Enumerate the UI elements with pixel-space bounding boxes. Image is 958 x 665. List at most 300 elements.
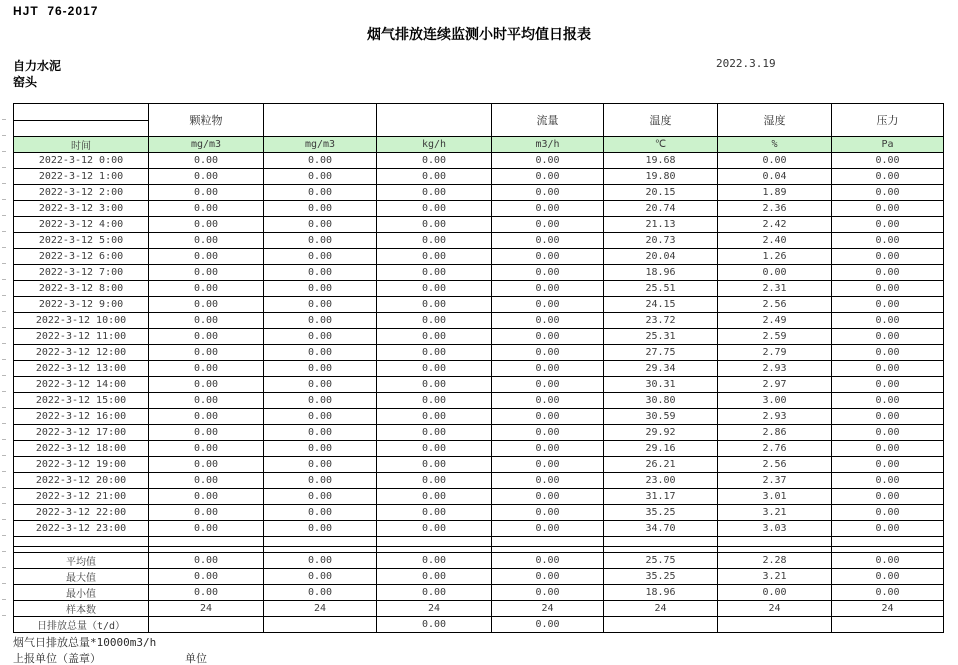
value-cell: 0.00 bbox=[264, 233, 377, 249]
value-cell: 25.31 bbox=[604, 329, 718, 345]
value-cell: 0.00 bbox=[718, 153, 832, 169]
value-cell: 0.00 bbox=[832, 217, 944, 233]
value-cell: 0.00 bbox=[264, 457, 377, 473]
summary-value-cell: 0.00 bbox=[264, 585, 377, 601]
value-cell: 20.04 bbox=[604, 249, 718, 265]
pollutant-header-row bbox=[14, 104, 944, 137]
value-cell: 0.00 bbox=[832, 489, 944, 505]
value-cell: 0.00 bbox=[832, 457, 944, 473]
value-cell: 0.00 bbox=[264, 169, 377, 185]
value-cell: 0.00 bbox=[832, 473, 944, 489]
summary-value-cell: 0.00 bbox=[377, 585, 492, 601]
table-row bbox=[14, 281, 944, 297]
value-cell: 29.16 bbox=[604, 441, 718, 457]
value-cell: 0.00 bbox=[149, 521, 264, 537]
group-header-flow: 流量 bbox=[492, 104, 604, 137]
value-cell: 2.49 bbox=[718, 313, 832, 329]
value-cell: 0.00 bbox=[832, 377, 944, 393]
value-cell: 0.00 bbox=[149, 153, 264, 169]
summary-row bbox=[14, 585, 944, 601]
summary-value-cell: 24 bbox=[718, 601, 832, 617]
value-cell: 0.00 bbox=[264, 153, 377, 169]
value-cell: 0.00 bbox=[377, 249, 492, 265]
spacer-body bbox=[14, 537, 944, 553]
table-row bbox=[14, 249, 944, 265]
value-cell: 23.00 bbox=[604, 473, 718, 489]
value-cell: 0.00 bbox=[377, 393, 492, 409]
header-corner-bottom bbox=[14, 121, 148, 136]
value-cell: 24.15 bbox=[604, 297, 718, 313]
value-cell: 2.86 bbox=[718, 425, 832, 441]
value-cell: 0.00 bbox=[492, 393, 604, 409]
value-cell: 0.00 bbox=[149, 361, 264, 377]
table-row bbox=[14, 185, 944, 201]
value-cell: 0.00 bbox=[264, 313, 377, 329]
summary-value-cell: 0.00 bbox=[149, 585, 264, 601]
value-cell: 0.00 bbox=[377, 201, 492, 217]
value-cell: 0.00 bbox=[149, 345, 264, 361]
value-cell: 19.68 bbox=[604, 153, 718, 169]
summary-row bbox=[14, 553, 944, 569]
value-cell: 0.00 bbox=[149, 393, 264, 409]
time-cell: 2022-3-12 23:00 bbox=[14, 521, 149, 537]
value-cell: 0.00 bbox=[492, 361, 604, 377]
unit-cell: ℃ bbox=[604, 137, 718, 153]
value-cell: 0.00 bbox=[377, 425, 492, 441]
value-cell: 0.00 bbox=[377, 153, 492, 169]
value-cell: 0.00 bbox=[377, 505, 492, 521]
table-row bbox=[14, 297, 944, 313]
value-cell: 21.13 bbox=[604, 217, 718, 233]
summary-value-cell: 25.75 bbox=[604, 553, 718, 569]
summary-label-cell: 最大值 bbox=[14, 569, 149, 585]
time-cell: 2022-3-12 8:00 bbox=[14, 281, 149, 297]
value-cell: 0.00 bbox=[264, 265, 377, 281]
value-cell: 0.00 bbox=[149, 169, 264, 185]
value-cell: 0.04 bbox=[718, 169, 832, 185]
value-cell: 0.00 bbox=[264, 425, 377, 441]
summary-body bbox=[14, 553, 944, 633]
table-row bbox=[14, 425, 944, 441]
time-cell: 2022-3-12 3:00 bbox=[14, 201, 149, 217]
empty-cell bbox=[718, 537, 832, 547]
value-cell: 0.00 bbox=[264, 361, 377, 377]
value-cell: 0.00 bbox=[492, 313, 604, 329]
value-cell: 2.97 bbox=[718, 377, 832, 393]
monitoring-table bbox=[13, 103, 944, 633]
table-row bbox=[14, 473, 944, 489]
unit-cell: Pa bbox=[832, 137, 944, 153]
value-cell: 0.00 bbox=[492, 201, 604, 217]
summary-value-cell bbox=[832, 617, 944, 633]
value-cell: 0.00 bbox=[492, 505, 604, 521]
value-cell: 0.00 bbox=[149, 409, 264, 425]
value-cell: 0.00 bbox=[149, 473, 264, 489]
company-name: 自力水泥 bbox=[13, 59, 62, 73]
summary-value-cell bbox=[718, 617, 832, 633]
unit-label: 单位 bbox=[185, 652, 207, 665]
time-cell: 2022-3-12 18:00 bbox=[14, 441, 149, 457]
empty-cell bbox=[604, 537, 718, 547]
unit-cell: m3/h bbox=[492, 137, 604, 153]
time-cell: 2022-3-12 15:00 bbox=[14, 393, 149, 409]
group-header-humidity: 湿度 bbox=[718, 104, 832, 137]
time-cell: 2022-3-12 4:00 bbox=[14, 217, 149, 233]
value-cell: 0.00 bbox=[492, 329, 604, 345]
time-cell: 2022-3-12 1:00 bbox=[14, 169, 149, 185]
value-cell: 0.00 bbox=[492, 489, 604, 505]
table-row bbox=[14, 441, 944, 457]
summary-value-cell: 0.00 bbox=[377, 569, 492, 585]
table-row bbox=[14, 313, 944, 329]
time-cell: 2022-3-12 7:00 bbox=[14, 265, 149, 281]
empty-cell bbox=[377, 537, 492, 547]
value-cell: 3.21 bbox=[718, 505, 832, 521]
value-cell: 1.26 bbox=[718, 249, 832, 265]
summary-value-cell: 24 bbox=[832, 601, 944, 617]
unit-cell: mg/m3 bbox=[149, 137, 264, 153]
value-cell: 0.00 bbox=[149, 425, 264, 441]
summary-value-cell: 35.25 bbox=[604, 569, 718, 585]
value-cell: 30.59 bbox=[604, 409, 718, 425]
value-cell: 20.15 bbox=[604, 185, 718, 201]
value-cell: 0.00 bbox=[377, 489, 492, 505]
value-cell: 31.17 bbox=[604, 489, 718, 505]
value-cell: 0.00 bbox=[832, 425, 944, 441]
summary-value-cell: 3.21 bbox=[718, 569, 832, 585]
value-cell: 25.51 bbox=[604, 281, 718, 297]
value-cell: 0.00 bbox=[492, 473, 604, 489]
value-cell: 2.93 bbox=[718, 361, 832, 377]
group-header-particulate: 颗粒物 bbox=[149, 104, 264, 137]
value-cell: 0.00 bbox=[264, 297, 377, 313]
value-cell: 0.00 bbox=[264, 185, 377, 201]
value-cell: 0.00 bbox=[149, 185, 264, 201]
value-cell: 0.00 bbox=[149, 233, 264, 249]
footer-line bbox=[13, 650, 207, 665]
time-cell: 2022-3-12 21:00 bbox=[14, 489, 149, 505]
empty-cell bbox=[14, 537, 149, 547]
value-cell: 0.00 bbox=[832, 345, 944, 361]
value-cell: 2.37 bbox=[718, 473, 832, 489]
time-cell: 2022-3-12 6:00 bbox=[14, 249, 149, 265]
value-cell: 0.00 bbox=[149, 329, 264, 345]
summary-value-cell: 0.00 bbox=[832, 585, 944, 601]
time-header-cell: 时间 bbox=[14, 137, 149, 153]
value-cell: 0.00 bbox=[377, 377, 492, 393]
group-header-pressure: 压力 bbox=[832, 104, 944, 137]
value-cell: 3.01 bbox=[718, 489, 832, 505]
value-cell: 0.00 bbox=[832, 361, 944, 377]
value-cell: 2.40 bbox=[718, 233, 832, 249]
value-cell: 0.00 bbox=[718, 265, 832, 281]
value-cell: 2.93 bbox=[718, 409, 832, 425]
table-row bbox=[14, 329, 944, 345]
value-cell: 0.00 bbox=[492, 457, 604, 473]
summary-value-cell bbox=[604, 617, 718, 633]
summary-label-cell: 日排放总量（t/d） bbox=[14, 617, 149, 633]
empty-cell bbox=[832, 537, 944, 547]
value-cell: 0.00 bbox=[264, 409, 377, 425]
summary-value-cell: 0.00 bbox=[149, 569, 264, 585]
value-cell: 0.00 bbox=[264, 473, 377, 489]
value-cell: 0.00 bbox=[492, 169, 604, 185]
empty-cell bbox=[149, 537, 264, 547]
empty-cell bbox=[492, 537, 604, 547]
value-cell: 2.31 bbox=[718, 281, 832, 297]
table-row bbox=[14, 505, 944, 521]
group-header-empty-1 bbox=[264, 104, 377, 137]
value-cell: 20.74 bbox=[604, 201, 718, 217]
time-cell: 2022-3-12 14:00 bbox=[14, 377, 149, 393]
summary-value-cell: 0.00 bbox=[492, 585, 604, 601]
value-cell: 20.73 bbox=[604, 233, 718, 249]
doc-code: HJT 76-2017 bbox=[13, 4, 99, 18]
value-cell: 0.00 bbox=[377, 409, 492, 425]
table-row bbox=[14, 393, 944, 409]
value-cell: 34.70 bbox=[604, 521, 718, 537]
page-title: 烟气排放连续监测小时平均值日报表 bbox=[367, 26, 591, 42]
report-date: 2022.3.19 bbox=[716, 57, 776, 70]
time-cell: 2022-3-12 17:00 bbox=[14, 425, 149, 441]
table-row bbox=[14, 217, 944, 233]
value-cell: 0.00 bbox=[832, 313, 944, 329]
value-cell: 0.00 bbox=[377, 297, 492, 313]
time-cell: 2022-3-12 11:00 bbox=[14, 329, 149, 345]
value-cell: 0.00 bbox=[492, 345, 604, 361]
summary-row bbox=[14, 569, 944, 585]
table-row bbox=[14, 409, 944, 425]
value-cell: 0.00 bbox=[264, 201, 377, 217]
value-cell: 0.00 bbox=[492, 521, 604, 537]
summary-row bbox=[14, 617, 944, 633]
value-cell: 0.00 bbox=[492, 153, 604, 169]
summary-value-cell: 24 bbox=[604, 601, 718, 617]
summary-value-cell: 24 bbox=[492, 601, 604, 617]
summary-value-cell: 0.00 bbox=[492, 617, 604, 633]
value-cell: 0.00 bbox=[149, 297, 264, 313]
value-cell: 0.00 bbox=[832, 281, 944, 297]
time-cell: 2022-3-12 19:00 bbox=[14, 457, 149, 473]
value-cell: 0.00 bbox=[492, 281, 604, 297]
unit-header-row bbox=[14, 137, 944, 153]
value-cell: 0.00 bbox=[149, 265, 264, 281]
table-row bbox=[14, 265, 944, 281]
report-unit-label: 上报单位（盖章） bbox=[13, 652, 101, 665]
value-cell: 0.00 bbox=[149, 313, 264, 329]
time-cell: 2022-3-12 13:00 bbox=[14, 361, 149, 377]
value-cell: 0.00 bbox=[492, 217, 604, 233]
table-row bbox=[14, 377, 944, 393]
unit-cell: kg/h bbox=[377, 137, 492, 153]
value-cell: 0.00 bbox=[492, 249, 604, 265]
value-cell: 0.00 bbox=[492, 265, 604, 281]
summary-label-cell: 平均值 bbox=[14, 553, 149, 569]
summary-value-cell: 0.00 bbox=[492, 569, 604, 585]
summary-value-cell: 24 bbox=[377, 601, 492, 617]
summary-value-cell: 0.00 bbox=[377, 553, 492, 569]
summary-value-cell: 24 bbox=[264, 601, 377, 617]
summary-value-cell: 2.28 bbox=[718, 553, 832, 569]
value-cell: 0.00 bbox=[832, 265, 944, 281]
summary-value-cell: 0.00 bbox=[718, 585, 832, 601]
value-cell: 0.00 bbox=[832, 505, 944, 521]
value-cell: 0.00 bbox=[832, 329, 944, 345]
value-cell: 29.34 bbox=[604, 361, 718, 377]
value-cell: 30.80 bbox=[604, 393, 718, 409]
spacer-row bbox=[14, 537, 944, 547]
value-cell: 0.00 bbox=[264, 441, 377, 457]
table-row bbox=[14, 169, 944, 185]
value-cell: 0.00 bbox=[377, 521, 492, 537]
value-cell: 3.00 bbox=[718, 393, 832, 409]
value-cell: 0.00 bbox=[377, 169, 492, 185]
value-cell: 0.00 bbox=[264, 521, 377, 537]
value-cell: 0.00 bbox=[492, 297, 604, 313]
empty-cell bbox=[264, 537, 377, 547]
value-cell: 0.00 bbox=[149, 281, 264, 297]
summary-value-cell: 0.00 bbox=[264, 553, 377, 569]
header-corner-cell bbox=[14, 104, 149, 137]
summary-row bbox=[14, 601, 944, 617]
value-cell: 0.00 bbox=[264, 281, 377, 297]
group-header-temperature: 温度 bbox=[604, 104, 718, 137]
value-cell: 0.00 bbox=[832, 409, 944, 425]
value-cell: 0.00 bbox=[377, 345, 492, 361]
value-cell: 0.00 bbox=[492, 441, 604, 457]
value-cell: 19.80 bbox=[604, 169, 718, 185]
value-cell: 0.00 bbox=[832, 233, 944, 249]
value-cell: 0.00 bbox=[832, 153, 944, 169]
value-cell: 0.00 bbox=[377, 329, 492, 345]
value-cell: 0.00 bbox=[492, 425, 604, 441]
value-cell: 27.75 bbox=[604, 345, 718, 361]
table-row bbox=[14, 489, 944, 505]
value-cell: 2.59 bbox=[718, 329, 832, 345]
flue-gas-total-footnote: 烟气日排放总量*10000m3/h bbox=[13, 636, 157, 649]
value-cell: 1.89 bbox=[718, 185, 832, 201]
value-cell: 0.00 bbox=[377, 361, 492, 377]
value-cell: 3.03 bbox=[718, 521, 832, 537]
value-cell: 2.36 bbox=[718, 201, 832, 217]
value-cell: 2.42 bbox=[718, 217, 832, 233]
table-row bbox=[14, 521, 944, 537]
unit-cell: % bbox=[718, 137, 832, 153]
value-cell: 2.56 bbox=[718, 457, 832, 473]
table-row bbox=[14, 153, 944, 169]
summary-label-cell: 样本数 bbox=[14, 601, 149, 617]
value-cell: 0.00 bbox=[149, 201, 264, 217]
value-cell: 29.92 bbox=[604, 425, 718, 441]
summary-value-cell: 0.00 bbox=[832, 569, 944, 585]
value-cell: 0.00 bbox=[492, 185, 604, 201]
table-row bbox=[14, 233, 944, 249]
summary-value-cell: 0.00 bbox=[832, 553, 944, 569]
value-cell: 0.00 bbox=[832, 297, 944, 313]
value-cell: 35.25 bbox=[604, 505, 718, 521]
value-cell: 0.00 bbox=[492, 377, 604, 393]
value-cell: 0.00 bbox=[264, 329, 377, 345]
value-cell: 30.31 bbox=[604, 377, 718, 393]
value-cell: 0.00 bbox=[264, 345, 377, 361]
monitor-point-name: 窑头 bbox=[13, 75, 38, 89]
summary-value-cell bbox=[149, 617, 264, 633]
value-cell: 0.00 bbox=[377, 281, 492, 297]
value-cell: 0.00 bbox=[377, 185, 492, 201]
table-row bbox=[14, 345, 944, 361]
value-cell: 0.00 bbox=[377, 473, 492, 489]
value-cell: 0.00 bbox=[149, 489, 264, 505]
value-cell: 0.00 bbox=[149, 217, 264, 233]
summary-value-cell bbox=[264, 617, 377, 633]
value-cell: 0.00 bbox=[264, 489, 377, 505]
value-cell: 0.00 bbox=[149, 249, 264, 265]
value-cell: 0.00 bbox=[832, 185, 944, 201]
time-cell: 2022-3-12 16:00 bbox=[14, 409, 149, 425]
value-cell: 0.00 bbox=[264, 393, 377, 409]
value-cell: 0.00 bbox=[832, 441, 944, 457]
value-cell: 0.00 bbox=[377, 457, 492, 473]
hourly-data-body bbox=[14, 153, 944, 537]
summary-value-cell: 0.00 bbox=[149, 553, 264, 569]
summary-label-cell: 最小值 bbox=[14, 585, 149, 601]
value-cell: 0.00 bbox=[149, 377, 264, 393]
value-cell: 0.00 bbox=[832, 393, 944, 409]
table-row bbox=[14, 361, 944, 377]
value-cell: 0.00 bbox=[377, 441, 492, 457]
value-cell: 26.21 bbox=[604, 457, 718, 473]
table-row bbox=[14, 457, 944, 473]
value-cell: 2.56 bbox=[718, 297, 832, 313]
time-cell: 2022-3-12 12:00 bbox=[14, 345, 149, 361]
value-cell: 0.00 bbox=[492, 233, 604, 249]
value-cell: 0.00 bbox=[377, 313, 492, 329]
value-cell: 23.72 bbox=[604, 313, 718, 329]
value-cell: 0.00 bbox=[149, 505, 264, 521]
summary-value-cell: 24 bbox=[149, 601, 264, 617]
value-cell: 18.96 bbox=[604, 265, 718, 281]
value-cell: 0.00 bbox=[492, 409, 604, 425]
time-cell: 2022-3-12 10:00 bbox=[14, 313, 149, 329]
value-cell: 0.00 bbox=[264, 217, 377, 233]
value-cell: 0.00 bbox=[377, 265, 492, 281]
value-cell: 0.00 bbox=[377, 217, 492, 233]
value-cell: 0.00 bbox=[832, 201, 944, 217]
time-cell: 2022-3-12 20:00 bbox=[14, 473, 149, 489]
value-cell: 0.00 bbox=[264, 505, 377, 521]
value-cell: 0.00 bbox=[832, 249, 944, 265]
value-cell: 0.00 bbox=[264, 377, 377, 393]
value-cell: 0.00 bbox=[832, 169, 944, 185]
header-corner-top bbox=[14, 104, 148, 121]
table-row bbox=[14, 201, 944, 217]
summary-value-cell: 0.00 bbox=[264, 569, 377, 585]
time-cell: 2022-3-12 9:00 bbox=[14, 297, 149, 313]
unit-cell: mg/m3 bbox=[264, 137, 377, 153]
margin-tick-marks bbox=[2, 119, 6, 617]
value-cell: 0.00 bbox=[149, 457, 264, 473]
value-cell: 2.76 bbox=[718, 441, 832, 457]
value-cell: 0.00 bbox=[832, 521, 944, 537]
time-cell: 2022-3-12 0:00 bbox=[14, 153, 149, 169]
group-header-empty-2 bbox=[377, 104, 492, 137]
value-cell: 0.00 bbox=[264, 249, 377, 265]
value-cell: 0.00 bbox=[149, 441, 264, 457]
summary-value-cell: 0.00 bbox=[492, 553, 604, 569]
time-cell: 2022-3-12 2:00 bbox=[14, 185, 149, 201]
value-cell: 0.00 bbox=[377, 233, 492, 249]
time-cell: 2022-3-12 5:00 bbox=[14, 233, 149, 249]
